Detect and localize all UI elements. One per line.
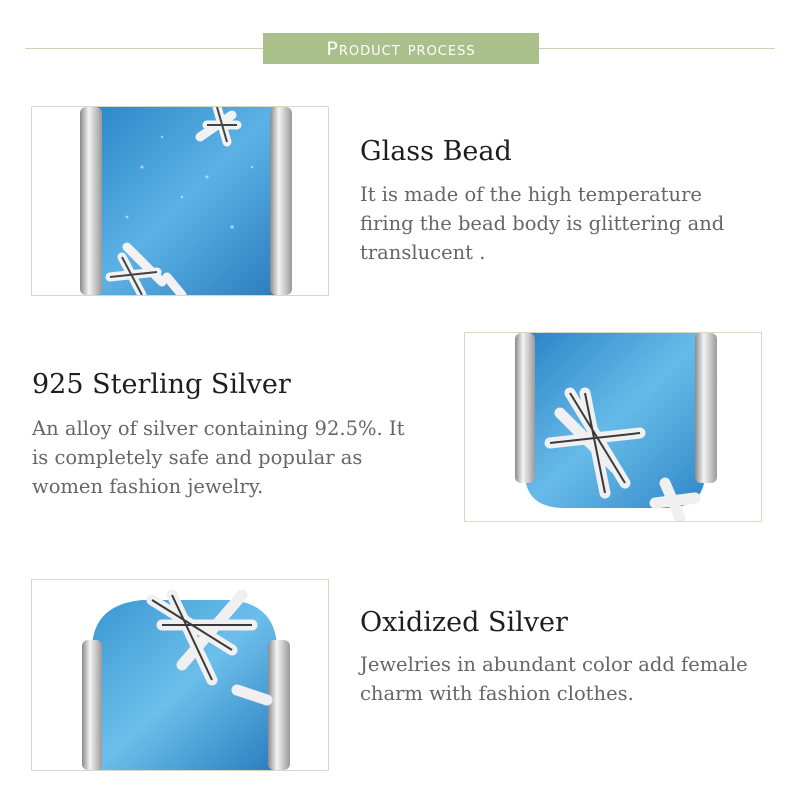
- glass-bead-photo: [31, 106, 329, 296]
- header-rule-right: [539, 48, 775, 49]
- sterling-silver-title: 925 Sterling Silver: [32, 369, 291, 400]
- oxidized-silver-photo: [31, 579, 329, 771]
- header-rule-left: [25, 48, 263, 49]
- glass-bead-title: Glass Bead: [360, 136, 512, 167]
- oxidized-silver-description: Jewelries in abundant color add female charm with fashion clothes.: [360, 653, 748, 705]
- sterling-silver-photo: [464, 332, 762, 522]
- glass-bead-description: It is made of the high temperature firing the bead body is glittering and translucent .: [360, 183, 725, 264]
- oxidized-silver-title: Oxidized Silver: [360, 607, 568, 638]
- section-header: [263, 33, 539, 64]
- sterling-silver-description: An alloy of silver containing 92.5%. It is completely safe and popular as women fashion jewelry.: [32, 417, 405, 498]
- section-header-title: Product process: [326, 37, 476, 60]
